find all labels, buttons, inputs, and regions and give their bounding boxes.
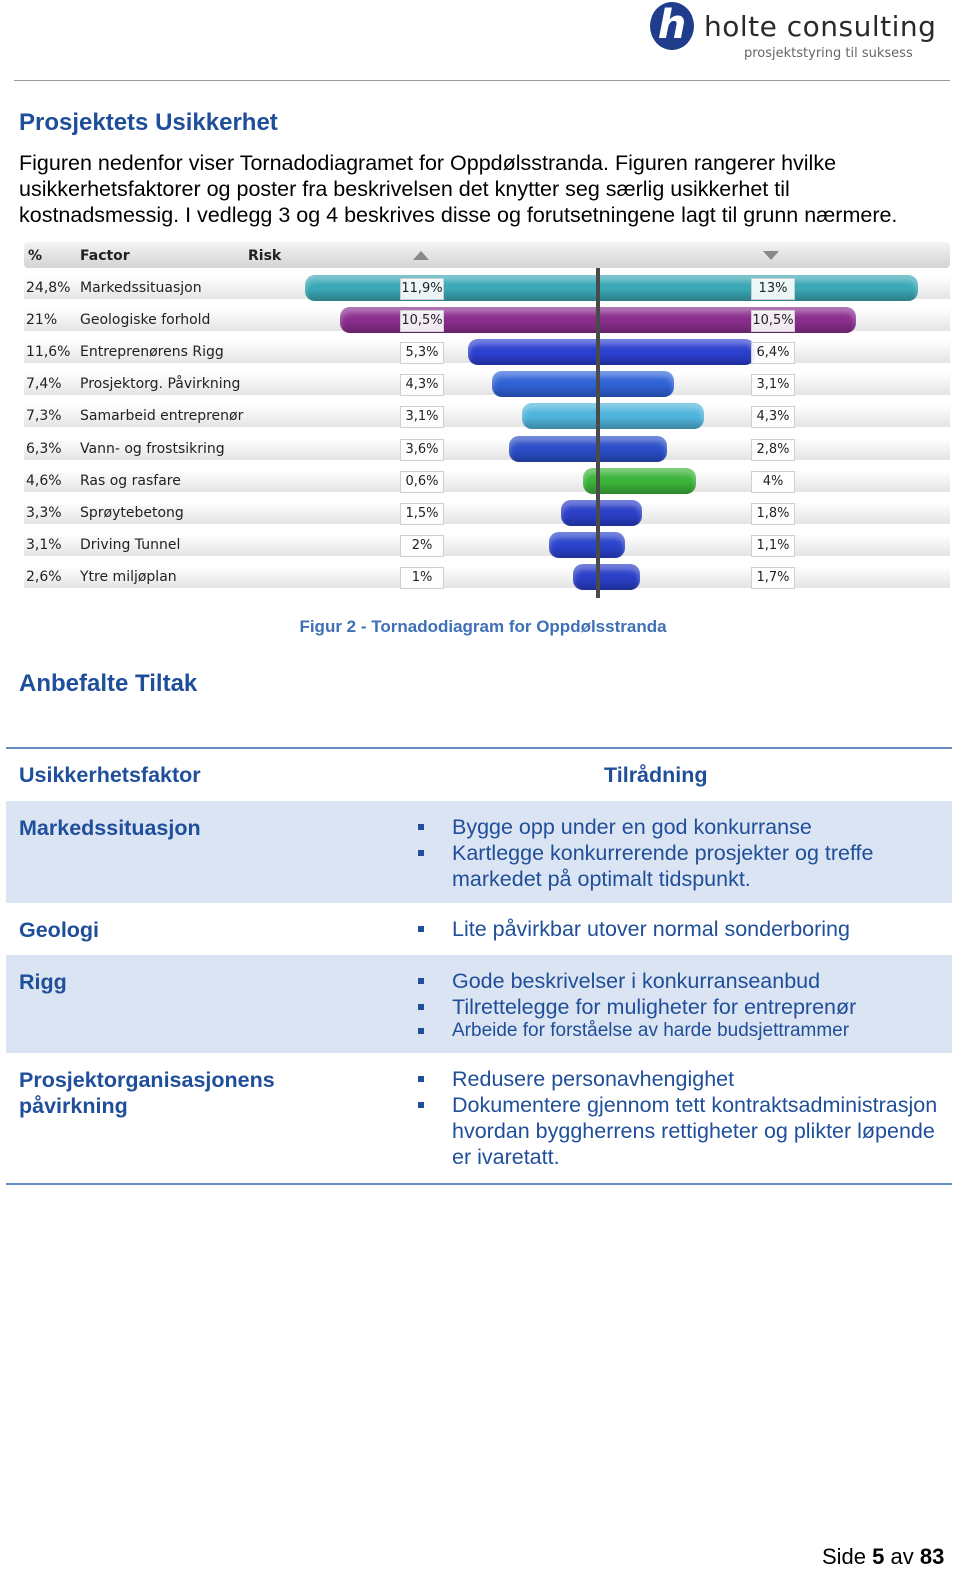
page-number: Side 5 av 83: [822, 1544, 945, 1569]
bullet-icon: [418, 1076, 424, 1082]
row-recommendations: [416, 814, 946, 892]
low-value-label: 10,5%: [400, 310, 444, 332]
chart-row: [24, 435, 950, 463]
pct-label: 7,3%: [26, 408, 62, 425]
high-value-label: 4,3%: [751, 406, 795, 428]
bullet-icon: [418, 1102, 424, 1108]
bullet-icon: [418, 1028, 424, 1034]
pct-label: 2,6%: [26, 568, 62, 585]
column-header-risk: Risk: [248, 248, 282, 264]
factor-label: Markedssituasjon: [80, 280, 202, 296]
factor-label: Ytre miljøplan: [80, 568, 177, 585]
tornado-bar: [509, 436, 666, 462]
intro-line: Figuren nedenfor viser Tornadodiagramet for Oppdølsstranda. Figuren rangerer hvilke: [19, 151, 837, 175]
intro-line: usikkerhetsfaktorer og poster fra beskrivelsen det knytter seg særlig usikkerhet til: [19, 177, 790, 201]
low-value-label: 1,5%: [400, 503, 444, 525]
tornado-bar: [492, 371, 674, 397]
factor-label: Vann- og frostsikring: [80, 440, 225, 457]
table-row: [6, 801, 952, 903]
bullet-icon: [418, 926, 424, 932]
figure-caption: Figur 2 - Tornadodiagram for Oppdølsstranda: [299, 617, 667, 636]
high-value-label: 2,8%: [751, 439, 795, 461]
section-title-measures: Anbefalte Tiltak: [19, 670, 198, 697]
table-header-recommendation: Tilrådning: [604, 763, 708, 787]
high-value-label: 4%: [751, 471, 795, 493]
recommendation-item: Dokumentere gjennom tett kontraktsadministrasjon hvordan byggherrens rettigheter og plikter løpende er ivaretatt.: [416, 1092, 946, 1170]
column-header-pct: %: [28, 248, 43, 264]
row-factor: Markedssituasjon: [19, 816, 201, 840]
chart-row: [24, 531, 950, 559]
tornado-bar: [573, 564, 639, 590]
row-recommendations: [416, 1066, 946, 1170]
intro-line: kostnadsmessig. I vedlegg 3 og 4 beskrives disse og forutsetningene lagt til grunn nærmere.: [19, 203, 898, 227]
row-factor: Rigg: [19, 970, 67, 994]
tornado-bar: [305, 275, 918, 301]
tornado-bar: [522, 403, 704, 429]
recommendation-item: Kartlegge konkurrerende prosjekter og treffe markedet på optimalt tidspunkt.: [416, 840, 946, 892]
chart-row: [24, 274, 950, 302]
factor-label: Sprøytebetong: [80, 504, 184, 521]
pct-label: 11,6%: [26, 344, 71, 361]
chart-row: [24, 499, 950, 527]
row-factor: Geologi: [19, 918, 100, 942]
header-divider: [14, 80, 950, 81]
factor-label: Samarbeid entreprenør: [80, 408, 244, 425]
logo-name: holte consulting: [704, 10, 937, 43]
pct-label: 24,8%: [26, 280, 71, 296]
factor-label: Ras og rasfare: [80, 472, 181, 489]
chart-row: [24, 306, 950, 334]
low-value-label: 0,6%: [400, 471, 444, 493]
chart-row: [24, 402, 950, 430]
chart-row: [24, 467, 950, 495]
recommendation-item: Lite påvirkbar utover normal sonderboring: [416, 916, 946, 942]
low-value-label: 1%: [400, 567, 444, 589]
logo-tagline: prosjektstyring til suksess: [744, 46, 913, 61]
recommendation-item: Tilrettelegge for muligheter for entreprenør: [416, 994, 946, 1020]
recommendation-item: Arbeide for forståelse av harde budsjettrammer: [416, 1020, 946, 1042]
row-recommendations: [416, 916, 946, 942]
column-header-factor: Factor: [80, 248, 130, 264]
pct-label: 3,1%: [26, 536, 62, 553]
factor-label: Prosjektorg. Påvirkning: [80, 376, 241, 393]
pct-label: 7,4%: [26, 376, 62, 393]
section-title-uncertainty: Prosjektets Usikkerhet: [19, 109, 278, 136]
low-value-label: 2%: [400, 535, 444, 557]
company-logo: [648, 0, 953, 70]
low-value-label: 11,9%: [400, 278, 444, 300]
tornado-bar: [549, 532, 625, 558]
bullet-icon: [418, 1004, 424, 1010]
chart-header: [24, 242, 950, 268]
intro-paragraph: [19, 150, 949, 228]
bullet-icon: [418, 850, 424, 856]
high-value-label: 1,7%: [751, 567, 795, 589]
factor-label: Geologiske forhold: [80, 312, 211, 329]
chart-row: [24, 370, 950, 398]
high-value-label: 10,5%: [751, 310, 795, 332]
high-value-label: 3,1%: [751, 374, 795, 396]
logo-mark: h: [650, 2, 694, 50]
table-top-rule: [6, 747, 952, 749]
pct-label: 4,6%: [26, 472, 62, 489]
low-value-label: 4,3%: [400, 374, 444, 396]
pct-label: 21%: [26, 312, 58, 329]
factor-label: Entreprenørens Rigg: [80, 344, 224, 361]
table-header-factor: Usikkerhetsfaktor: [19, 763, 201, 787]
pct-label: 6,3%: [26, 440, 62, 457]
tornado-bar: [561, 500, 642, 526]
high-value-label: 6,4%: [751, 342, 795, 364]
tornado-bar: [583, 468, 696, 494]
bullet-icon: [418, 824, 424, 830]
high-value-label: 1,8%: [751, 503, 795, 525]
row-recommendations: [416, 968, 946, 1042]
chart-center-axis: [596, 268, 600, 598]
table-bottom-rule: [6, 1183, 952, 1185]
chart-row: [24, 563, 950, 591]
low-value-label: 3,1%: [400, 406, 444, 428]
triangle-down-icon: [763, 251, 779, 260]
tornado-bar: [468, 339, 756, 365]
high-value-label: 1,1%: [751, 535, 795, 557]
recommendation-item: Gode beskrivelser i konkurranseanbud: [416, 968, 946, 994]
table-row: [6, 955, 952, 1053]
low-value-label: 3,6%: [400, 439, 444, 461]
tornado-chart: [24, 242, 950, 598]
bullet-icon: [418, 978, 424, 984]
table-row: [6, 1053, 952, 1183]
triangle-up-icon: [413, 251, 429, 260]
table-row: [6, 903, 952, 955]
pct-label: 3,3%: [26, 504, 62, 521]
row-factor: Prosjektorganisasjonens påvirkning: [19, 1068, 275, 1118]
factor-label: Driving Tunnel: [80, 536, 181, 553]
low-value-label: 5,3%: [400, 342, 444, 364]
recommendation-item: Redusere personavhengighet: [416, 1066, 946, 1092]
recommendation-item: Bygge opp under en god konkurranse: [416, 814, 946, 840]
chart-row: [24, 338, 950, 366]
high-value-label: 13%: [751, 278, 795, 300]
